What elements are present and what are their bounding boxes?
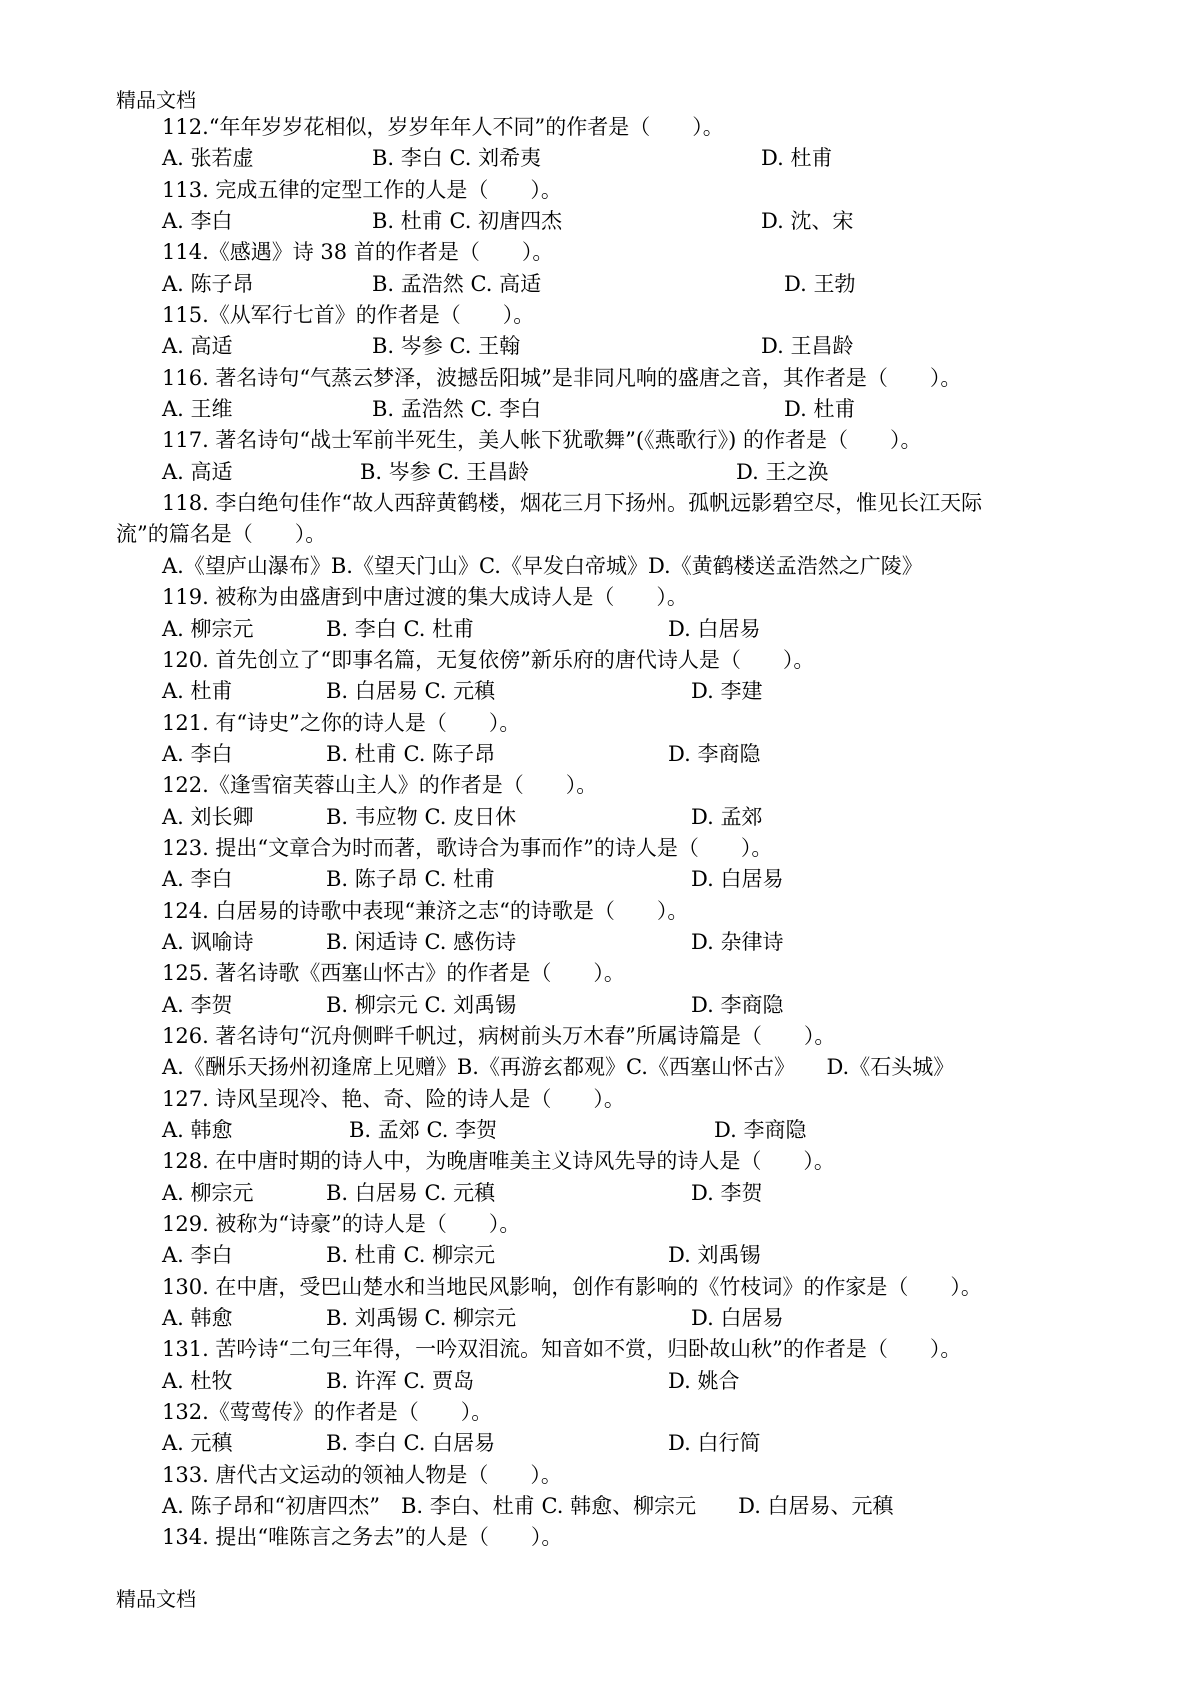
options-120 [116,676,1116,707]
options-119 [116,614,1116,645]
option-a: A. 柳宗元 [162,616,254,641]
option-a: A. 高适 [162,459,233,484]
option-bc: B. 岑参 C. 王翰 [372,334,521,359]
option-a: A. 杜甫 [162,679,233,704]
options-122 [116,802,1116,833]
options-133: A. 陈子昂和“初唐四杰” B. 李白、杜甫 C. 韩愈、柳宗元 D. 白居易、元稹 [162,1494,894,1519]
option-a: A. 李白 [162,1243,233,1268]
question-128: 128. 在中唐时期的诗人中，为晚唐唯美主义诗风先导的诗人是（ ）。 [162,1149,835,1174]
option-a: A. 李白 [162,867,233,892]
question-115: 115.《从军行七首》的作者是（ ）。 [162,303,535,328]
page-footer: 精品文档 [116,1587,196,1611]
option-bc: B. 李白 C. 杜甫 [326,616,475,641]
options-130 [116,1303,1116,1334]
question-133: 133. 唐代古文运动的领袖人物是（ ）。 [162,1462,562,1487]
option-d: D. 沈、宋 [761,209,854,234]
options-116 [116,394,1116,425]
question-121: 121. 有“诗史”之你的诗人是（ ）。 [162,710,521,735]
options-112 [116,143,1116,174]
option-d: D. 李建 [691,679,763,704]
option-a: A. 柳宗元 [162,1180,254,1205]
option-a: A. 李白 [162,209,233,234]
option-d: D. 白居易 [691,867,784,892]
option-a: A. 杜牧 [162,1368,233,1393]
option-a: A. 张若虚 [162,146,254,171]
option-bc: B. 孟郊 C. 李贺 [349,1118,498,1142]
question-list [116,112,1116,1554]
question-112: 112.“年年岁岁花相似，岁岁年年人不同”的作者是（ ）。 [162,115,724,139]
options-125 [116,990,1116,1021]
option-d: D. 孟郊 [691,804,763,829]
question-127: 127. 诗风呈现冷、艳、奇、险的诗人是（ ）。 [162,1086,625,1111]
option-d: D. 白居易 [668,616,761,641]
option-d: D. 李商隐 [668,741,761,766]
option-d: D. 杂律诗 [691,929,784,954]
question-118-continued: 流”的篇名是（ ）。 [116,522,327,547]
options-132 [116,1428,1116,1459]
option-a: A. 韩愈 [162,1306,233,1331]
option-bc: B. 李白 C. 刘希夷 [372,146,542,171]
question-116: 116. 著名诗句“气蒸云梦泽，波撼岳阳城”是非同凡响的盛唐之音，其作者是（ ）。 [162,365,962,390]
option-bc: B. 杜甫 C. 初唐四杰 [372,209,563,234]
option-bc: B. 杜甫 C. 柳宗元 [326,1243,496,1268]
option-a: A. 陈子昂 [162,271,254,296]
option-d: D. 杜甫 [761,146,833,171]
option-a: A. 韩愈 [162,1118,233,1142]
question-113: 113. 完成五律的定型工作的人是（ ）。 [162,177,562,202]
options-114 [116,269,1116,300]
option-bc: B. 白居易 C. 元稹 [326,679,496,704]
question-124: 124. 白居易的诗歌中表现“兼济之志“的诗歌是（ ）。 [162,898,689,923]
option-d: D. 白行简 [668,1431,761,1456]
option-a: A. 元稹 [162,1431,233,1456]
option-bc: B. 陈子昂 C. 杜甫 [326,867,496,892]
option-d: D. 李贺 [691,1180,763,1205]
question-125: 125. 著名诗歌《西塞山怀古》的作者是（ ）。 [162,961,625,986]
option-d: D. 白居易 [691,1306,784,1331]
option-a: A. 讽喻诗 [162,929,254,954]
option-bc: B. 孟浩然 C. 高适 [372,271,542,296]
question-123: 123. 提出“文章合为时而著，歌诗合为事而作”的诗人是（ ）。 [162,835,773,860]
options-113 [116,206,1116,237]
option-bc: B. 李白 C. 白居易 [326,1431,496,1456]
options-127 [116,1115,1116,1146]
option-bc: B. 刘禹锡 C. 柳宗元 [326,1306,517,1331]
option-a: A. 李贺 [162,992,233,1017]
option-d: D. 刘禹锡 [668,1243,761,1268]
option-d: D. 李商隐 [691,992,784,1017]
question-131: 131. 苦吟诗“二句三年得，一吟双泪流。知音如不赏，归卧故山秋”的作者是（ ）。 [162,1337,962,1362]
question-126: 126. 著名诗句“沉舟侧畔千帆过，病树前头万木春”所属诗篇是（ ）。 [162,1023,836,1048]
option-bc: B. 韦应物 C. 皮日休 [326,804,517,829]
option-bc: B. 孟浩然 C. 李白 [372,397,542,422]
options-118: A.《望庐山瀑布》B.《望天门山》C.《早发白帝城》D.《黄鹤楼送孟浩然之广陵》 [162,553,923,578]
option-a: A. 高适 [162,334,233,359]
option-a: A. 刘长卿 [162,804,254,829]
question-117: 117. 著名诗句“战士军前半死生，美人帐下犹歌舞”(《燕歌行》) 的作者是（ ）。 [162,428,922,453]
question-129: 129. 被称为“诗豪”的诗人是（ ）。 [162,1212,521,1237]
option-bc: B. 杜甫 C. 陈子昂 [326,741,496,766]
options-117 [116,457,1116,488]
options-124 [116,927,1116,958]
question-130: 130. 在中唐，受巴山楚水和当地民风影响，创作有影响的《竹枝词》的作家是（ ）。 [162,1274,982,1299]
question-114: 114.《感遇》诗 38 首的作者是（ ）。 [162,240,554,265]
option-bc: B. 岑参 C. 王昌龄 [360,459,530,484]
option-bc: B. 闲适诗 C. 感伤诗 [326,929,517,954]
question-134: 134. 提出“唯陈言之务去”的人是（ ）。 [162,1525,563,1550]
option-d: D. 王勃 [784,271,856,296]
question-120: 120. 首先创立了“即事名篇，无复依傍”新乐府的唐代诗人是（ ）。 [162,647,815,672]
options-115 [116,331,1116,362]
option-d: D. 王昌龄 [761,334,854,359]
options-129 [116,1240,1116,1271]
options-126: A.《酬乐天扬州初逢席上见赠》B.《再游玄都观》C.《西塞山怀古》 D.《石头城》 [162,1055,955,1080]
question-118: 118. 李白绝句佳作“故人西辞黄鹤楼，烟花三月下扬州。孤帆远影碧空尽，惟见长江天际 [162,491,983,516]
option-bc: B. 白居易 C. 元稹 [326,1180,496,1205]
option-d: D. 李商隐 [714,1118,807,1142]
question-132: 132.《莺莺传》的作者是（ ）。 [162,1400,493,1425]
option-d: D. 王之涣 [736,459,829,484]
options-121 [116,739,1116,770]
option-d: D. 杜甫 [784,397,856,422]
options-123 [116,864,1116,895]
option-a: A. 王维 [162,397,233,422]
page-header: 精品文档 [116,88,196,112]
question-122: 122.《逢雪宿芙蓉山主人》的作者是（ ）。 [162,773,598,798]
options-131 [116,1366,1116,1397]
option-bc: B. 许浑 C. 贾岛 [326,1368,475,1393]
option-bc: B. 柳宗元 C. 刘禹锡 [326,992,517,1017]
option-d: D. 姚合 [668,1368,740,1393]
options-128 [116,1178,1116,1209]
option-a: A. 李白 [162,741,233,766]
question-119: 119. 被称为由盛唐到中唐过渡的集大成诗人是（ ）。 [162,585,688,610]
